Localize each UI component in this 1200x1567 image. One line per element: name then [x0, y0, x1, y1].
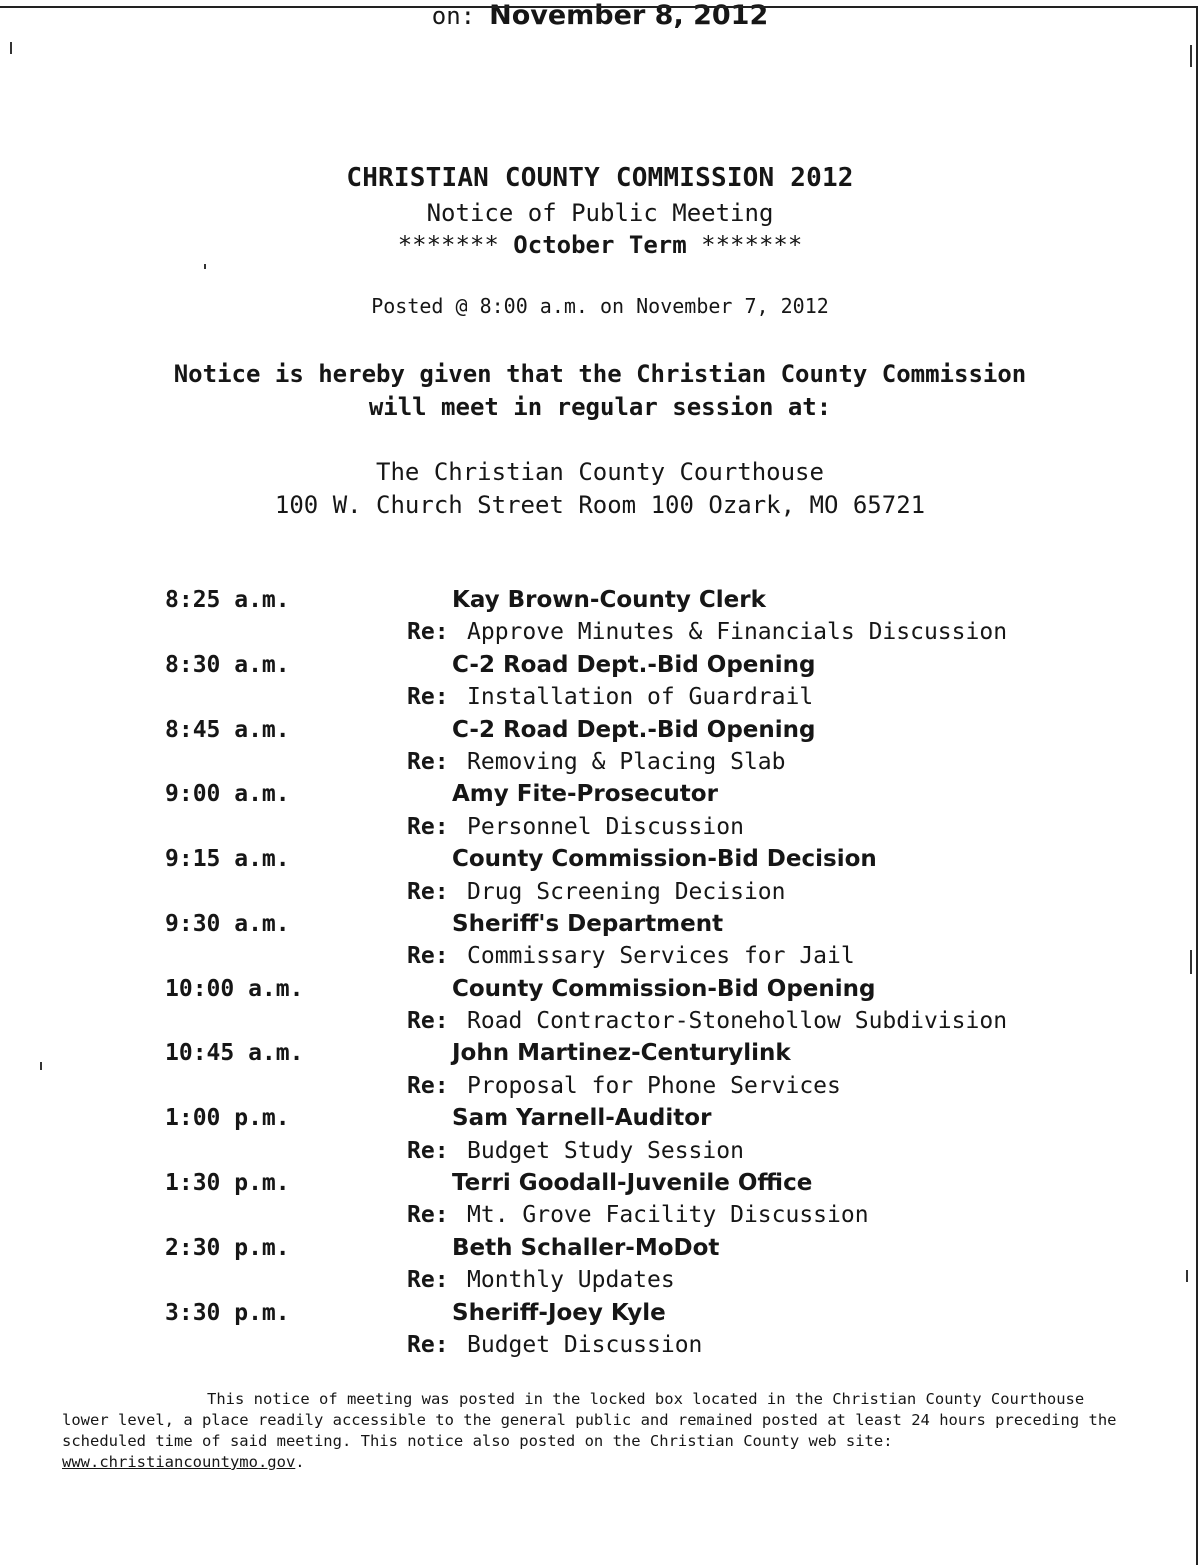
agenda-subject: Proposal for Phone Services: [467, 1072, 841, 1099]
agenda-re-line: [0, 879, 1200, 911]
agenda-presenter: Sheriff's Department: [452, 910, 724, 937]
agenda-re-line: [0, 1332, 1200, 1364]
re-label: Re:: [407, 1008, 449, 1035]
agenda-re-line: [0, 1138, 1200, 1170]
agenda-subject: Road Contractor-Stonehollow Subdivision: [467, 1008, 1008, 1035]
agenda-subject: Personnel Discussion: [467, 813, 744, 840]
agenda-time: 8:30 a.m.: [165, 651, 290, 678]
link-suffix: .: [295, 1453, 305, 1471]
agenda-presenter: C-2 Road Dept.-Bid Opening: [452, 651, 816, 678]
agenda-item: [0, 781, 1200, 813]
agenda-item: [0, 1170, 1200, 1202]
agenda-time: 9:30 a.m.: [165, 910, 290, 937]
agenda-item: [0, 911, 1200, 943]
posted-line: Posted @ 8:00 a.m. on November 7, 2012: [371, 294, 829, 318]
agenda-subject: Budget Study Session: [467, 1137, 744, 1164]
agenda-re-line: [0, 1073, 1200, 1105]
agenda-re-line: [0, 619, 1200, 651]
agenda-presenter: Sheriff-Joey Kyle: [452, 1299, 666, 1326]
agenda-item: [0, 1040, 1200, 1072]
notice-line-1: Notice is hereby given that the Christian County Commission: [173, 360, 1027, 388]
agenda-presenter: Amy Fite-Prosecutor: [452, 781, 718, 808]
agenda-re-line: [0, 1202, 1200, 1234]
agenda-time: 1:00 p.m.: [165, 1105, 290, 1132]
re-label: Re:: [407, 813, 449, 840]
agenda-time: 8:25 a.m.: [165, 587, 290, 613]
agenda-time: 1:30 p.m.: [165, 1170, 290, 1197]
agenda-presenter: County Commission-Bid Opening: [452, 975, 876, 1002]
term-stars-right: *******: [701, 231, 803, 259]
location-address: 100 W. Church Street Room 100 Ozark, MO 65721: [274, 491, 926, 519]
agenda-subject: Budget Discussion: [467, 1331, 703, 1358]
agenda-item: [0, 1235, 1200, 1267]
agenda-re-line: [0, 814, 1200, 846]
re-label: Re:: [407, 748, 449, 775]
scan-speck: [1190, 950, 1192, 974]
agenda-item: [0, 846, 1200, 878]
agenda-presenter: County Commission-Bid Decision: [452, 846, 877, 873]
agenda-subject: Removing & Placing Slab: [467, 748, 786, 775]
agenda-time: 2:30 p.m.: [165, 1234, 290, 1261]
agenda-item: [0, 1105, 1200, 1137]
location-name: The Christian County Courthouse: [376, 458, 824, 486]
agenda-re-line: [0, 684, 1200, 716]
notice-line-2: will meet in regular session at:: [368, 393, 832, 421]
re-label: Re:: [407, 1267, 449, 1294]
re-label: Re:: [407, 684, 449, 711]
re-label: Re:: [407, 1072, 449, 1099]
re-label: Re:: [407, 1331, 449, 1358]
agenda-re-line: [0, 749, 1200, 781]
agenda-time: 8:45 a.m.: [165, 716, 290, 743]
re-label: Re:: [407, 1202, 449, 1229]
scan-speck: [204, 264, 206, 269]
scan-speck: [10, 42, 12, 54]
scan-speck: [40, 1062, 42, 1070]
agenda-re-line: [0, 1008, 1200, 1040]
agenda-subject: Drug Screening Decision: [467, 878, 786, 905]
term-stars-left: *******: [397, 231, 499, 259]
agenda-presenter: John Martinez-Centurylink: [452, 1040, 791, 1067]
agenda: [0, 587, 1200, 1364]
meeting-date: November 8, 2012: [489, 0, 769, 31]
footer-notice: [62, 1389, 1162, 1473]
re-label: Re:: [407, 1137, 449, 1164]
re-label: Re:: [407, 619, 449, 646]
website-link[interactable]: www.christiancountymo.gov: [62, 1453, 296, 1471]
notice-statement: [0, 358, 1200, 424]
agenda-time: 10:45 a.m.: [165, 1040, 304, 1067]
agenda-item: [0, 1300, 1200, 1332]
agenda-re-line: [0, 1267, 1200, 1299]
agenda-time: 9:00 a.m.: [165, 781, 290, 808]
agenda-presenter: Sam Yarnell-Auditor: [452, 1105, 712, 1132]
term-line: [0, 231, 1200, 259]
footer-line-2: lower level, a place readily accessible to the general public and remained posted at least 24 hours preceding the: [62, 1411, 1117, 1429]
agenda-item: [0, 652, 1200, 684]
re-label: Re:: [407, 943, 449, 970]
agenda-re-line: [0, 943, 1200, 975]
term-name: October Term: [513, 231, 687, 259]
agenda-item: [0, 587, 1200, 619]
agenda-presenter: Beth Schaller-MoDot: [452, 1234, 720, 1261]
on-label: on:: [431, 2, 476, 30]
document-title: CHRISTIAN COUNTY COMMISSION 2012: [346, 163, 854, 193]
footer-line-3: scheduled time of said meeting. This notice also posted on the Christian County web site:: [62, 1432, 893, 1450]
agenda-time: 9:15 a.m.: [165, 846, 290, 873]
agenda-presenter: Kay Brown-County Clerk: [452, 587, 766, 613]
agenda-subject: Commissary Services for Jail: [467, 943, 855, 970]
scan-speck: [1186, 1270, 1188, 1282]
agenda-subject: Installation of Guardrail: [467, 684, 814, 711]
agenda-subject: Mt. Grove Facility Discussion: [467, 1202, 869, 1229]
location: [0, 456, 1200, 522]
document-subtitle: Notice of Public Meeting: [426, 199, 774, 227]
agenda-presenter: Terri Goodall-Juvenile Office: [452, 1170, 813, 1197]
agenda-time: 10:00 a.m.: [165, 975, 304, 1002]
agenda-item: [0, 717, 1200, 749]
scan-speck: [1190, 45, 1192, 67]
agenda-item: [0, 976, 1200, 1008]
agenda-presenter: C-2 Road Dept.-Bid Opening: [452, 716, 816, 743]
agenda-subject: Approve Minutes & Financials Discussion: [467, 619, 1008, 646]
footer-line-1: This notice of meeting was posted in the locked box located in the Christian County Courthouse: [207, 1390, 1085, 1408]
agenda-time: 3:30 p.m.: [165, 1299, 290, 1326]
re-label: Re:: [407, 878, 449, 905]
agenda-subject: Monthly Updates: [467, 1267, 675, 1294]
